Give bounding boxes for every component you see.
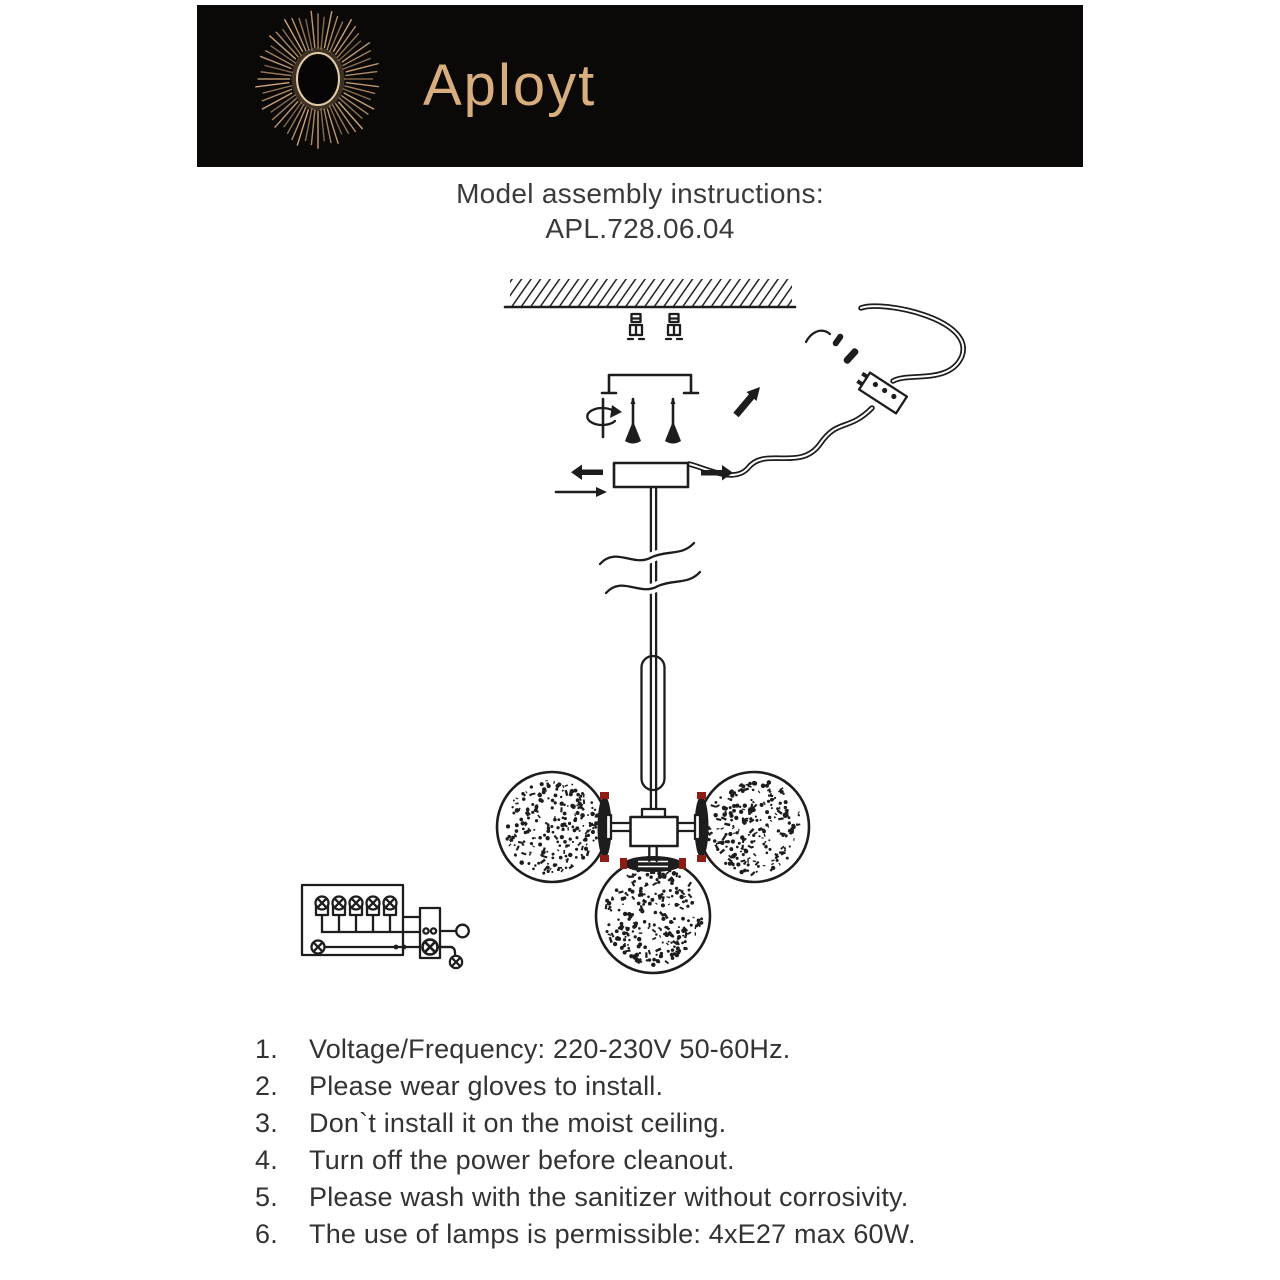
item-text: Turn off the power before cleanout. — [309, 1145, 735, 1175]
terminal-connector — [854, 369, 907, 413]
item-number: 5. — [255, 1182, 278, 1212]
socket-red-mark — [697, 855, 706, 862]
item-number: 1. — [255, 1034, 278, 1064]
socket-red-mark — [697, 792, 706, 799]
wall-anchor — [628, 314, 644, 339]
ceiling-hatch — [505, 279, 795, 307]
item-text: Please wear gloves to install. — [309, 1071, 664, 1101]
instruction-item — [255, 1142, 916, 1179]
socket-red-mark — [679, 858, 686, 869]
item-number: 2. — [255, 1071, 278, 1101]
instructions-list — [255, 1031, 916, 1253]
hanging-rod — [651, 487, 656, 846]
socket-red-mark — [620, 858, 627, 869]
screw-icon — [625, 398, 641, 444]
lamp-hub — [631, 809, 678, 846]
item-text: Don`t install it on the moist ceiling. — [309, 1108, 727, 1138]
lamp-globe-left — [497, 772, 612, 882]
lamp-globe-bottom — [596, 856, 710, 973]
screw-icon — [665, 398, 681, 444]
item-number: 3. — [255, 1108, 278, 1138]
lamp-socket-cap — [624, 856, 683, 872]
page-title: Model assembly instructions: — [456, 178, 824, 209]
item-number: 6. — [255, 1219, 278, 1249]
item-text: Voltage/Frequency: 220-230V 50-60Hz. — [309, 1034, 791, 1064]
lamp-globe-right — [695, 772, 810, 882]
wiring-diagram — [302, 885, 469, 968]
item-text: Please wash with the sanitizer without corrosivity. — [309, 1182, 909, 1212]
instruction-item — [255, 1031, 916, 1068]
instruction-item — [255, 1105, 916, 1142]
brand-logo-text: Aployt — [423, 53, 597, 118]
wire-ferrule — [806, 331, 860, 365]
ceiling-canopy — [614, 463, 688, 487]
rotation-arrow-icon — [587, 399, 622, 437]
item-text: The use of lamps is permissible: 4xE27 max 60W. — [309, 1219, 916, 1249]
wall-anchor — [666, 314, 682, 339]
instruction-item — [255, 1216, 916, 1253]
install-arrow-icon — [736, 387, 760, 415]
model-number: APL.728.06.04 — [545, 213, 735, 244]
rod-capsule — [642, 656, 665, 790]
mains-circle — [456, 925, 469, 938]
instruction-item — [255, 1068, 916, 1105]
item-number: 4. — [255, 1145, 278, 1175]
mounting-bar — [602, 375, 698, 393]
socket-red-mark — [600, 792, 609, 799]
instruction-item — [255, 1179, 916, 1216]
socket-red-mark — [600, 855, 609, 862]
